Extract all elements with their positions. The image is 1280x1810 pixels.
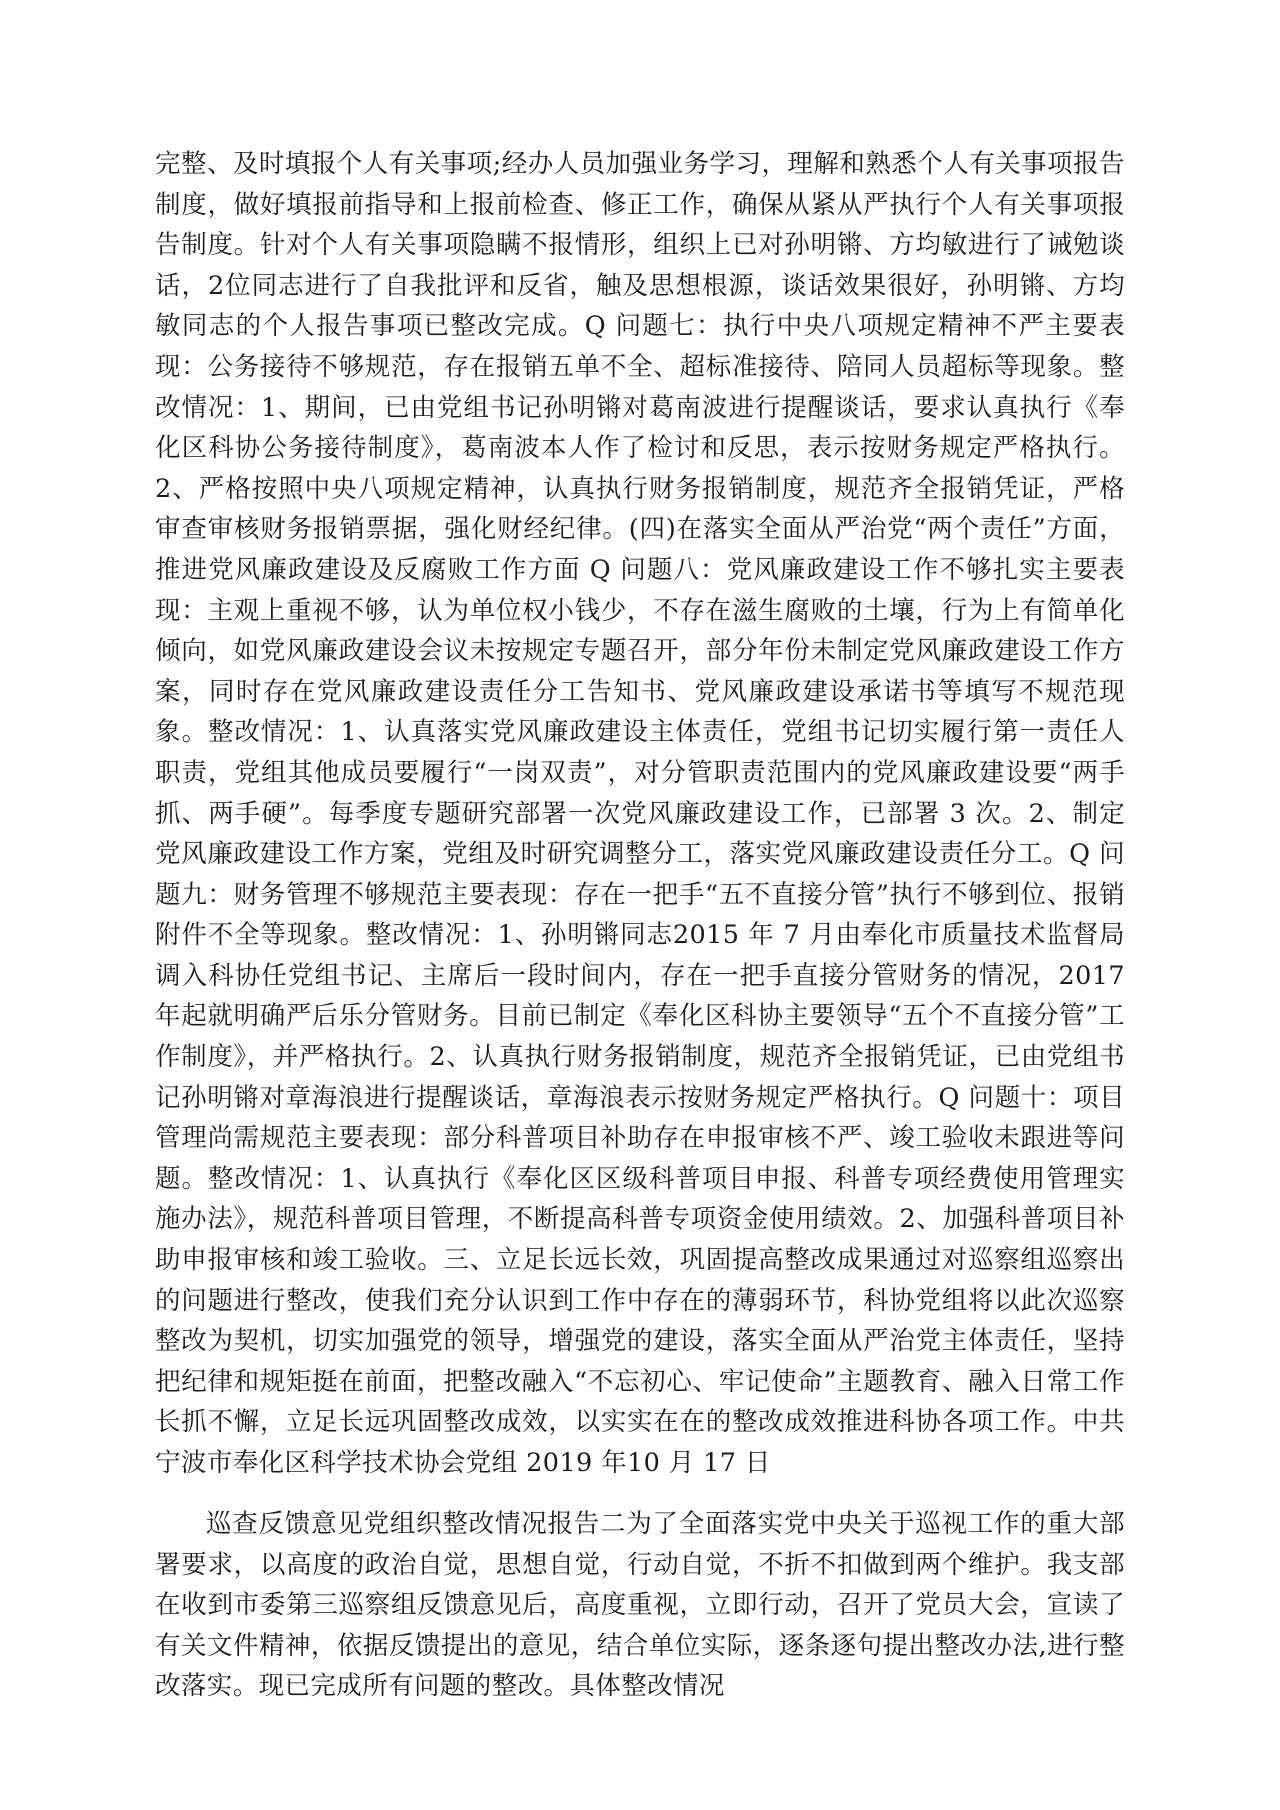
body-paragraph-1: 完整、及时填报个人有关事项;经办人员加强业务学习，理解和熟悉个人有关事项报告制度，做好填报前指导和上报前检查、修正工作，确保从紧从严执行个人有关事项报告制度。针对个人有关事项隐瞒不报情形，组织上已对孙明锵、方均敏进行了诫勉谈话，2位同志进行了自我批评和反省，触及思想根源，谈话效果很好，孙明锵、方均敏同志的个人报告事项已整改完成。Q 问题七：执行中央八项规定精神不严主要表现：公务接待不够规范，存在报销五单不全、超标准接待、陪同人员超标等现象。整改情况：1、期间，已由党组书记孙明锵对葛南波进行提醒谈话，要求认真执行《奉化区科协公务接待制度》，葛南波本人作了检讨和反思，表示按财务规定严格执行。2、严格按照中央八项规定精神，认真执行财务报销制度，规范齐全报销凭证，严格审查审核财务报销票据，强化财经纪律。(四)在落实全面从严治党“两个责任”方面，推进党风廉政建设及反腐败工作方面 Q 问题八：党风廉政建设工作不够扎实主要表现：主观上重视不够，认为单位权小钱少，不存在滋生腐败的土壤，行为上有简单化倾向，如党风廉政建设会议未按规定专题召开，部分年份未制定党风廉政建设工作方案，同时存在党风廉政建设责任分工告知书、党风廉政建设承诺书等填写不规范现象。整改情况：1、认真落实党风廉政建设主体责任，党组书记切实履行第一责任人职责，党组其他成员要履行“一岗双责”，对分管职责范围内的党风廉政建设要“两手抓、两手硬”。每季度专题研究部署一次党风廉政建设工作，已部署 3 次。2、制定党风廉政建设工作方案，党组及时研究调整分工，落实党风廉政建设责任分工。Q 问题九：财务管理不够规范主要表现：存在一把手“五不直接分管”执行不够到位、报销附件不全等现象。整改情况：1、孙明锵同志2015 年 7 月由奉化市质量技术监督局调入科协任党组书记、主席后一段时间内，存在一把手直接分管财务的情况，2017 年起就明确严后乐分管财务。目前已制定《奉化区科协主要领导“五个不直接分管”工作制度》，并严格执行。2、认真执行财务报销制度，规范齐全报销凭证，已由党组书记孙明锵对章海浪进行提醒谈话，章海浪表示按财务规定严格执行。Q 问题十：项目管理尚需规范主要表现：部分科普项目补助存在申报审核不严、竣工验收未跟进等问题。整改情况：1、认真执行《奉化区区级科普项目申报、科普专项经费使用管理实施办法》，规范科普项目管理，不断提高科普专项资金使用绩效。2、加强科普项目补助申报审核和竣工验收。三、立足长远长效，巩固提高整改成果通过对巡察组巡察出的问题进行整改，使我们充分认识到工作中存在的薄弱环节，科协党组将以此次巡察整改为契机，切实加强党的领导，增强党的建设，落实全面从严治党主体责任，坚持把纪律和规矩挺在前面，把整改融入“不忘初心、牢记使命”主题教育、融入日常工作长抓不懈，立足长远巩固整改成效，以实实在在的整改成效推进科协各项工作。中共宁波市奉化区科学技术协会党组 2019 年10 月 17 日 xyxy=(155,149,1125,1478)
body-paragraph-2: 巡查反馈意见党组织整改情况报告二为了全面落实党中央关于巡视工作的重大部署要求，以高度的政治自觉，思想自觉，行动自觉，不折不扣做到两个维护。我支部在收到市委第三巡察组反馈意见后，高度重视，立即行动，召开了党员大会，宣读了有关文件精神，依据反馈提出的意见，结合单位实际，逐条逐句提出整改办法,进行整改落实。现已完成所有问题的整改。具体整改情况 xyxy=(155,1509,1125,1702)
